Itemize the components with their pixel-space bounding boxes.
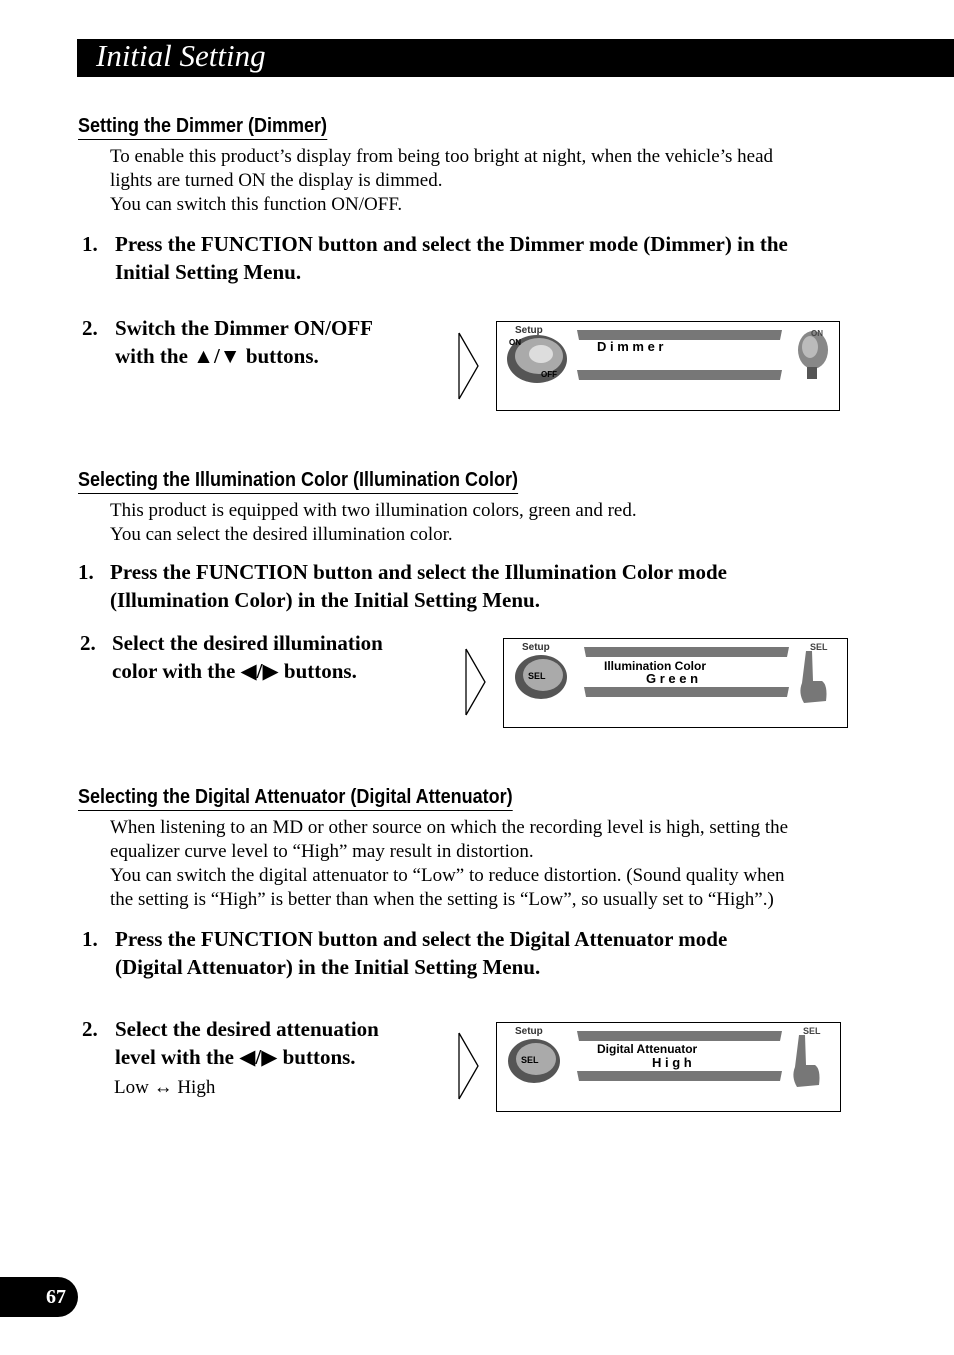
svg-text:SEL: SEL [810, 642, 828, 652]
svg-text:SEL: SEL [521, 1055, 539, 1065]
svg-text:SEL: SEL [528, 671, 546, 681]
pointing-finger-icon [800, 651, 826, 703]
svg-text:OFF: OFF [541, 370, 557, 379]
display-value: H i g h [652, 1055, 692, 1070]
dimmer-display [496, 321, 840, 411]
attenuator-intro: When listening to an MD or other source on which the recording level is high, setting the equalizer curve level to “High” may result in distortion. You can switch the digital attenuator to “Low” to reduce distortion. (Sound quality when the setting is “High” is better than when the setting is “Low”, so usually set to “High”.) [110, 817, 789, 910]
display-value: G r e e n [646, 671, 699, 686]
page-title: Initial Setting [96, 38, 266, 73]
pointer-arrow-icon [465, 648, 487, 716]
svg-text:SEL: SEL [803, 1026, 821, 1036]
attenuator-levels: Low ↔ High [114, 1077, 216, 1098]
svg-text:ON: ON [509, 338, 521, 347]
attenuator-step-2: 2. Select the desired attenuation level with the ◀/▶ buttons. [82, 1017, 379, 1069]
illumination-intro: This product is equipped with two illumination colors, green and red. You can select the desired illumination color. [110, 500, 637, 545]
svg-text:ON: ON [811, 329, 823, 338]
dimmer-step-1: 1. Press the FUNCTION button and select the Dimmer mode (Dimmer) in the Initial Setting Menu. [82, 232, 788, 284]
dimmer-intro: To enable this product’s display from being too bright at night, when the vehicle’s head lights are turned ON the display is dimmed. You can switch this function ON/OFF. [110, 146, 773, 215]
display-mode-label: Illumination Color [604, 659, 706, 673]
pointing-finger-icon [793, 1035, 819, 1087]
svg-text:Setup: Setup [522, 642, 550, 653]
page-number-tab [0, 1277, 78, 1317]
section-heading-illumination: Selecting the Illumination Color (Illumination Color) [78, 468, 518, 494]
pointer-arrow-icon [458, 1032, 480, 1100]
display-mode-label: D i m m e r [597, 339, 664, 354]
pointer-arrow-icon [458, 332, 480, 400]
display-setup-label: Setup [515, 325, 543, 336]
svg-text:Setup: Setup [515, 1026, 543, 1037]
section-heading-dimmer: Setting the Dimmer (Dimmer) [78, 114, 327, 140]
dimmer-step-2: 2. Switch the Dimmer ON/OFF with the ▲/▼ buttons. [82, 316, 373, 368]
double-arrow-icon: ↔ [153, 1077, 173, 1098]
illumination-step-1: 1. Press the FUNCTION button and select the Illumination Color mode (Illumination Color) in the Initial Setting Menu. [78, 560, 727, 612]
display-mode-label: Digital Attenuator [597, 1042, 698, 1056]
attenuator-display [496, 1022, 841, 1112]
attenuator-step-1: 1. Press the FUNCTION button and select the Digital Attenuator mode (Digital Attenuator) in the Initial Setting Menu. [82, 927, 728, 979]
section-heading-attenuator: Selecting the Digital Attenuator (Digital Attenuator) [78, 785, 513, 811]
page-number: 67 [46, 1286, 66, 1308]
illumination-step-2: 2. Select the desired illumination color with the ◀/▶ buttons. [80, 631, 383, 683]
illumination-display [503, 638, 848, 728]
